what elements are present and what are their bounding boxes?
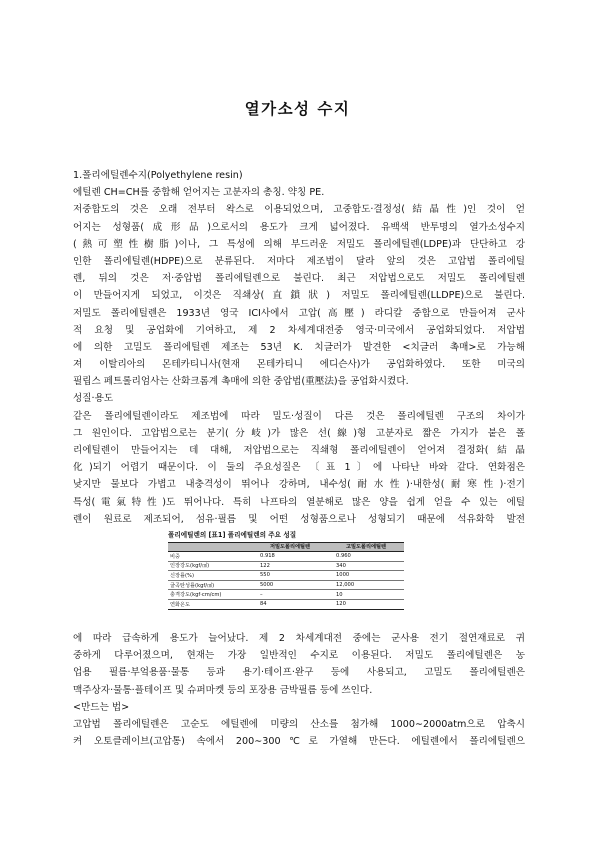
text-line: 켜 오토클레이브(고압통) 속에서 200∼300℃로 가열해 만든다. 에틸렌에서 폴리에틸렌으 — [73, 736, 525, 748]
table-cell: 연화온도 — [168, 599, 252, 609]
text-line: 에 따라 급속하게 용도가 늘어났다. 제 2 차세계대전 중에는 군사용 전기 절연재료로 귀 — [73, 632, 525, 644]
table-cell: 굴곡탄성률(kgf/㎠) — [168, 580, 252, 590]
text-line: 에 의한 고밀도 폴리에틸렌 제조는 53년 K. 치글러가 발견한 <치글러 촉매>로 가능해 — [73, 341, 525, 353]
table-cell: 신장률(%) — [168, 571, 252, 581]
table-cell: 550 — [252, 571, 328, 581]
text-line: 렌, 뒤의 것은 저·중압법 폴리에틸렌으로 불린다. 최근 저압법으로도 저밀도 폴리에틸렌 — [73, 273, 525, 285]
paragraph-block-2 — [73, 630, 525, 750]
table-header-row — [168, 542, 404, 551]
text-line: 필립스 페트롤리엄사는 산화크롬계 촉매에 의한 중압법(重壓法)을 공업화시켰다. — [73, 376, 409, 388]
table-row — [168, 590, 404, 600]
text-line: 렌이 원료로 제조되어, 섬유·필름 및 어떤 성형품으로나 성형되기 때문에 석유화학 발전 — [73, 513, 525, 525]
table-row — [168, 551, 404, 561]
table-cell: 122 — [252, 561, 328, 571]
paragraph-block-1 — [73, 167, 525, 528]
text-line: 그 원인이다. 고압법으로는 분기(分岐)가 많은 선(線)형 고분자로 짧은 가지가 붙은 폴 — [73, 427, 525, 439]
table-cell: 인장강도(kgf/㎠) — [168, 561, 252, 571]
document-body — [73, 167, 525, 750]
text-line: 업용 필름·부엌용품·물통 등과 용기·테이프·완구 등에 사용되고, 고밀도 폴리에틸렌은 — [73, 667, 525, 679]
text-line: 특성(電氣特性)도 뛰어나다. 특히 나프타의 열분해로 많은 양을 쉽게 얻을 수 있는 에틸 — [73, 496, 525, 508]
table-cell: 340 — [328, 561, 404, 571]
table-cell: 10 — [328, 590, 404, 600]
table-body — [168, 551, 404, 609]
text-line: (熱可塑性樹脂)이나, 그 특성에 의해 부드러운 저밀도 폴리에틸렌(LDPE)과 단단하고 강 — [73, 238, 525, 250]
table-cell: 0.960 — [328, 551, 404, 561]
property-table-image — [168, 530, 404, 626]
document-title: 열가소성 수지 — [244, 100, 351, 118]
table-row — [168, 580, 404, 590]
text-line: 저밀도 폴리에틸렌은 1933년 영국 ICI사에서 고압(高壓) 라디칼 중합으로 만들어져 군사 — [73, 307, 525, 319]
table-cell: 5000 — [252, 580, 328, 590]
table-cell: 1000 — [328, 571, 404, 581]
text-line: 리에틸렌이 만들어지는 데 대해, 저압법으로는 직쇄형 폴리에틸렌이 얻어져 결정화(結晶 — [73, 445, 525, 456]
table-row — [168, 561, 404, 571]
table-cell: 충격강도(kgf·cm/cm) — [168, 590, 252, 600]
table-cell: 84 — [252, 599, 328, 609]
text-line: 중하게 다루어졌으며, 현재는 가장 일반적인 수지로 이용된다. 저밀도 폴리에틸렌은 농 — [73, 650, 525, 662]
polyethylene-property-table — [168, 542, 404, 610]
text-line: 1.폴리에틸렌수지(Polyethylene resin) — [73, 170, 243, 181]
table-caption: 폴리에틸렌의 [표1] 폴리에틸렌의 주요 성질 — [168, 530, 297, 539]
text-line: 에틸렌 CH=CH를 중합해 얻어지는 고분자의 총칭. 약칭 PE. — [73, 187, 325, 199]
text-line: 고압법 폴리에틸렌은 고순도 에틸렌에 미량의 산소를 첨가해 1000∼2000atm으로 압축시 — [73, 718, 525, 730]
property-table-figure — [73, 528, 525, 630]
text-line: 성질·용도 — [73, 393, 114, 405]
text-line: 낮지만 물보다 가볍고 내충격성이 뛰어나 강하며, 내수성(耐水性)·내한성(耐寒性)·전기 — [73, 479, 525, 491]
text-line: 인한 폴리에틸렌(HDPE)으로 분류된다. 저마다 제조법이 달라 앞의 것은 고압법 폴리에틸 — [73, 255, 525, 267]
text-line: 저중합도의 것은 오래 전부터 왁스로 이용되었으며, 고중합도·결정성(結晶性)인 것이 얻 — [73, 204, 525, 216]
table-header-cell: 저밀도폴리에틸렌 — [252, 542, 328, 551]
table-cell: 비중 — [168, 551, 252, 561]
table-cell: 12,000 — [328, 580, 404, 590]
text-line: <만드는 법> — [73, 701, 130, 713]
table-row — [168, 571, 404, 581]
text-line: 化)되기 어렵기 때문이다. 이 둘의 주요성질은 〔표 1〕에 나타난 바와 같다. 연화점은 — [73, 462, 525, 474]
table-cell: 120 — [328, 599, 404, 609]
text-line: 같은 폴리에틸렌이라도 제조법에 따라 밀도·성질이 다른 것은 폴리에틸렌 구조의 차이가 — [73, 410, 525, 422]
text-line: 적 요청 및 공업화에 기여하고, 제 2 차세계대전중 영국·미국에서 공업화되었다. 저압법 — [73, 324, 525, 336]
text-line: 맥주상자·물통·플테이프 및 슈퍼마켓 등의 포장용 금박필름 등에 쓰인다. — [73, 684, 373, 696]
table-cell: – — [252, 590, 328, 600]
table-cell: 0.918 — [252, 551, 328, 561]
table-header-cell: 고밀도폴리에틸렌 — [328, 542, 404, 551]
text-line: 어지는 성형품(成形品)으로서의 용도가 크게 넓어졌다. 유백색 반투명의 열가소성수지 — [73, 221, 525, 233]
text-line: 이 만들어지게 되었고, 이것은 직쇄상(直鎖狀) 저밀도 폴리에틸렌(LLDPE)으로 불린다. — [73, 290, 525, 302]
table-row — [168, 599, 404, 609]
text-line: 져 이탈리아의 몬테카티니사(현재 몬테카티니 에디슨사)가 공업화하였다. 또한 미국의 — [73, 359, 525, 371]
table-header-cell — [168, 542, 252, 551]
